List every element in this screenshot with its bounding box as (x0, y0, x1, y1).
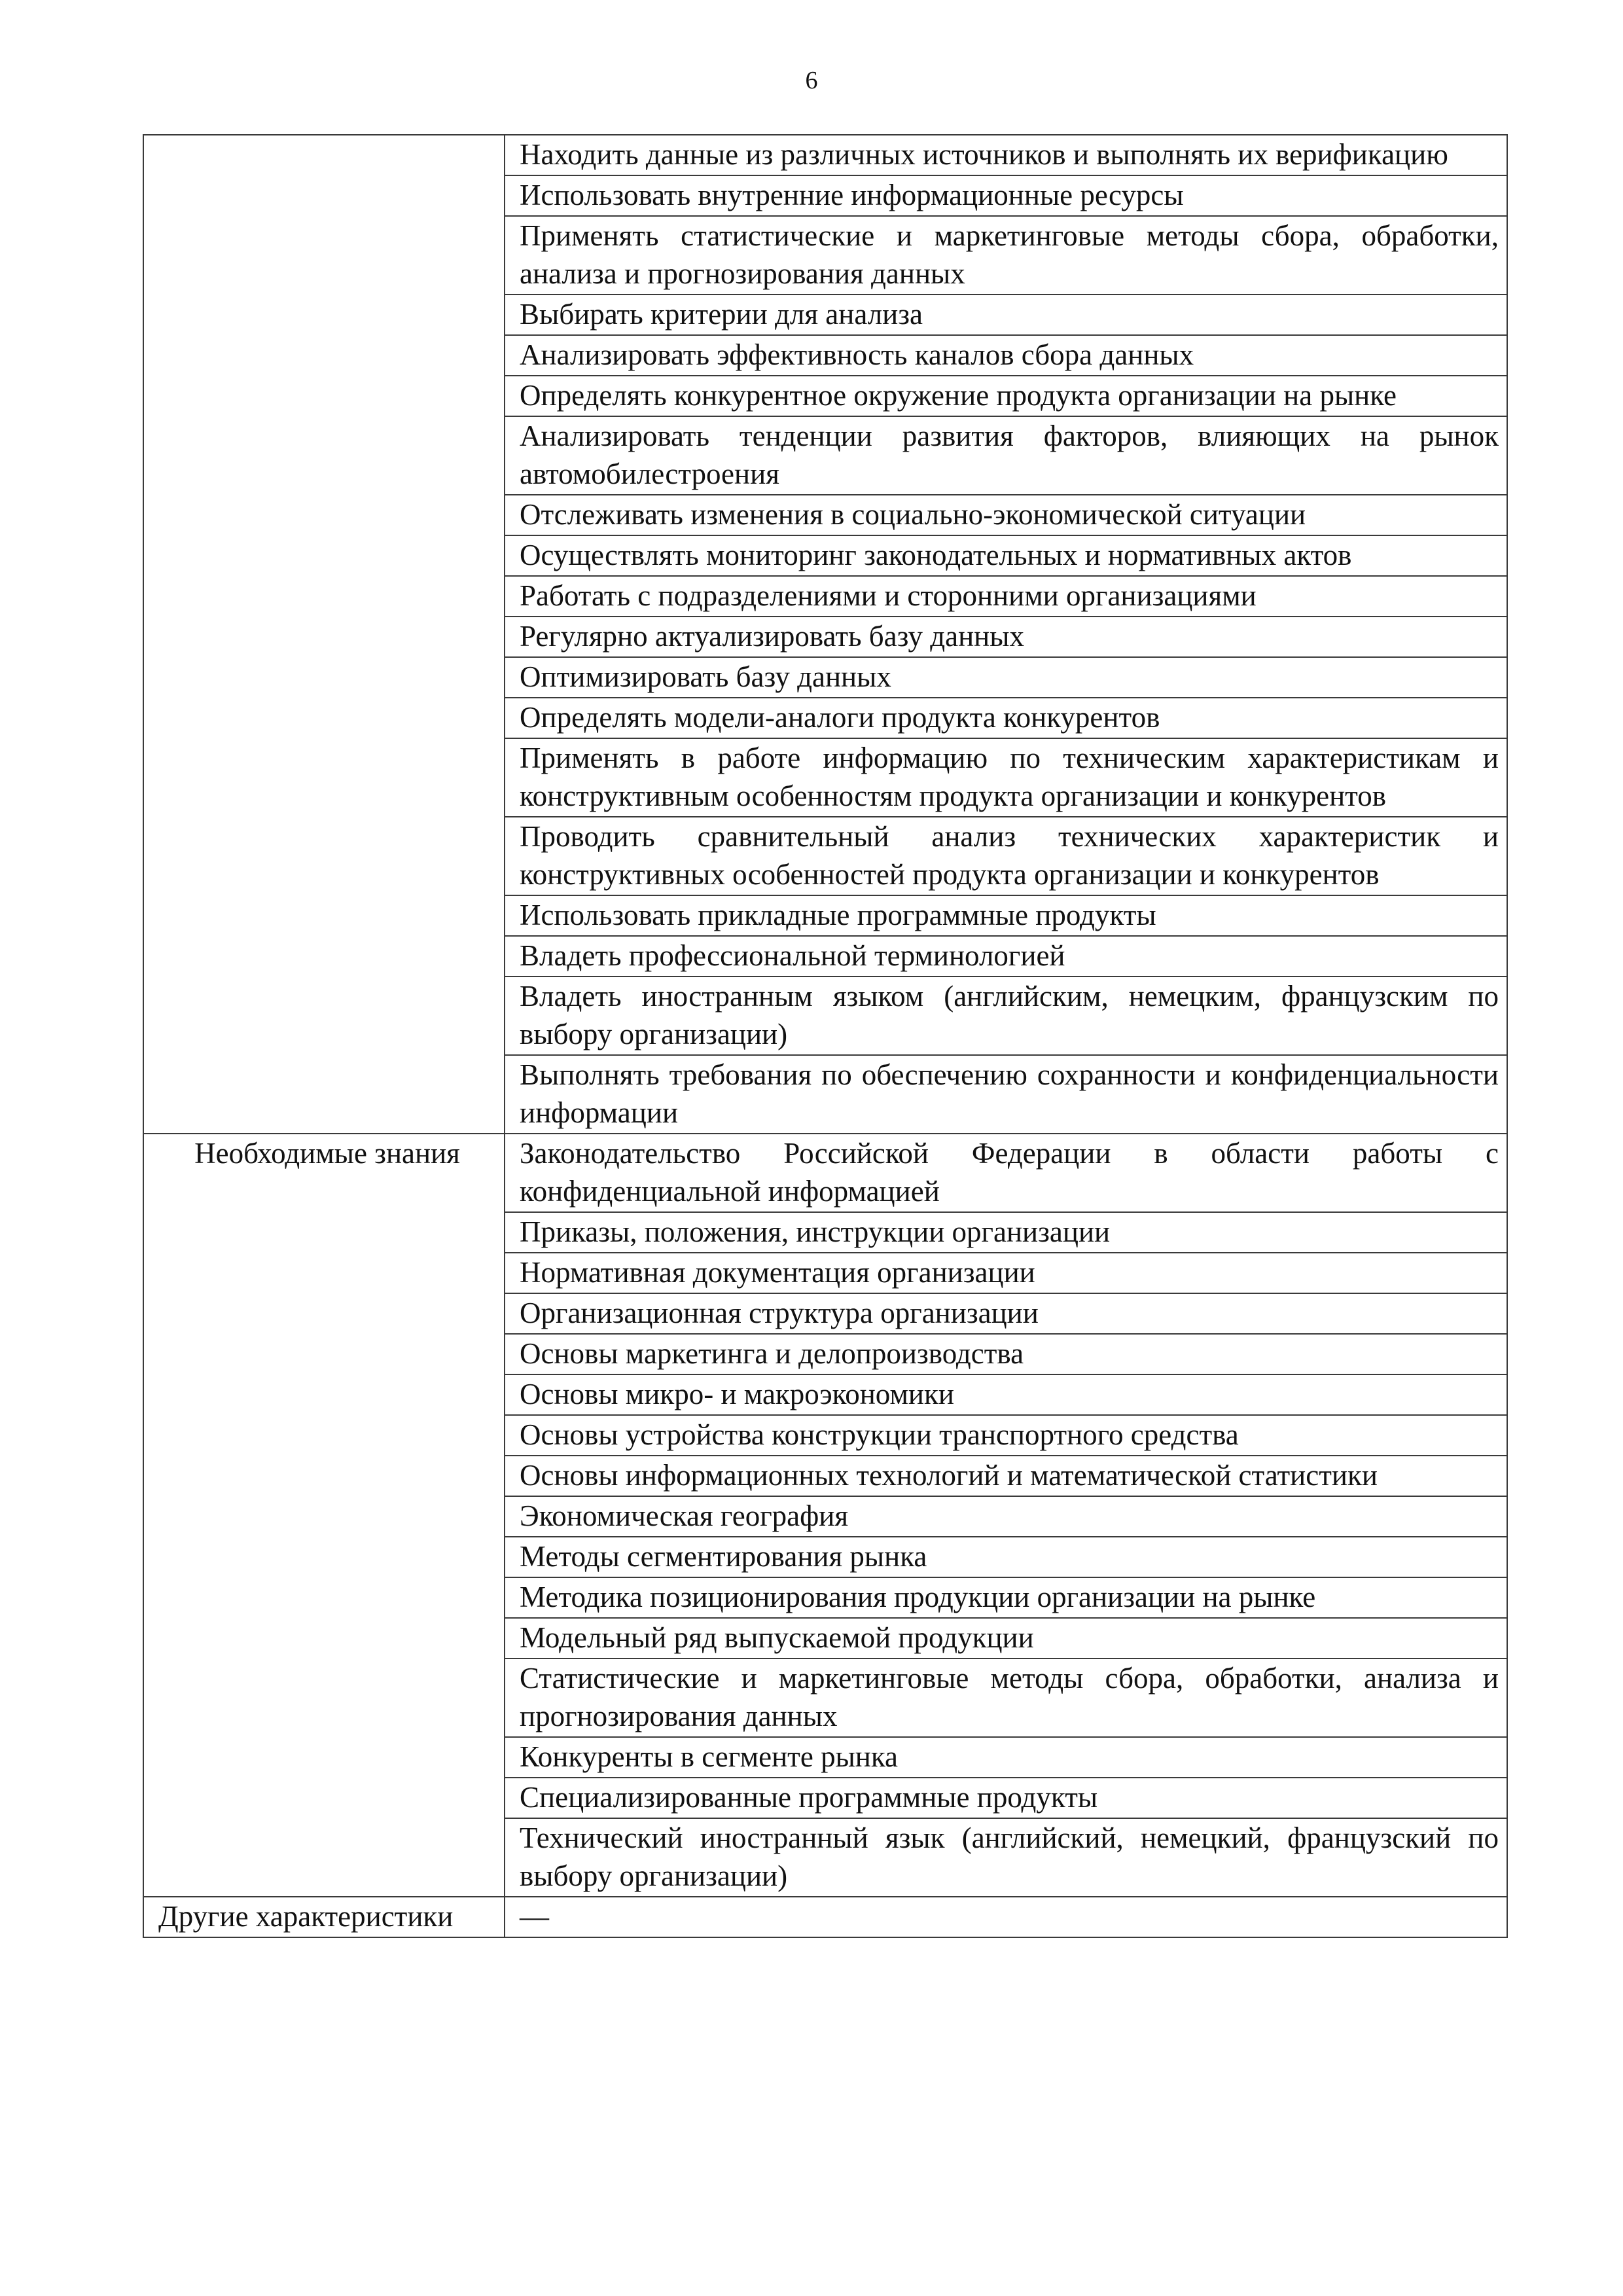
table-cell-item: Основы информационных технологий и математической статистики (505, 1456, 1507, 1496)
table-cell-item: Специализированные программные продукты (505, 1778, 1507, 1818)
table-cell-item: Статистические и маркетинговые методы сбора, обработки, анализа и прогнозирования данных (505, 1659, 1507, 1737)
table-cell-item: Нормативная документация организации (505, 1253, 1507, 1293)
characteristics-table (143, 134, 1508, 1938)
table-cell-item: Отслеживать изменения в социально-экономической ситуации (505, 495, 1507, 535)
table-cell-item: Экономическая география (505, 1496, 1507, 1537)
table-cell-item: Применять в работе информацию по техническим характеристикам и конструктивным особенностям продукта организации и конкурентов (505, 738, 1507, 817)
table-cell-item: Основы устройства конструкции транспортного средства (505, 1415, 1507, 1456)
table-cell-item: Регулярно актуализировать базу данных (505, 617, 1507, 657)
table-row (143, 1897, 1507, 1937)
section-label: Необходимые знания (143, 1134, 505, 1897)
table-cell-item: — (505, 1897, 1507, 1937)
section-label: Другие характеристики (143, 1897, 505, 1937)
table-cell-item: Использовать прикладные программные продукты (505, 895, 1507, 936)
table-cell-item: Методы сегментирования рынка (505, 1537, 1507, 1577)
table-cell-item: Анализировать эффективность каналов сбора данных (505, 335, 1507, 376)
table-cell-item: Методика позиционирования продукции организации на рынке (505, 1577, 1507, 1618)
table-row (143, 1134, 1507, 1212)
table-cell-item: Законодательство Российской Федерации в области работы с конфиденциальной информацией (505, 1134, 1507, 1212)
table-cell-item: Определять модели-аналоги продукта конкурентов (505, 698, 1507, 738)
table-cell-item: Владеть профессиональной терминологией (505, 936, 1507, 977)
table-cell-item: Анализировать тенденции развития факторов, влияющих на рынок автомобилестроения (505, 416, 1507, 495)
table-cell-item: Приказы, положения, инструкции организации (505, 1212, 1507, 1253)
table-cell-item: Использовать внутренние информационные ресурсы (505, 175, 1507, 216)
table-cell-item: Оптимизировать базу данных (505, 657, 1507, 698)
table-cell-item: Технический иностранный язык (английский, немецкий, французский по выбору организации) (505, 1818, 1507, 1897)
table-cell-item: Находить данные из различных источников и выполнять их верификацию (505, 135, 1507, 175)
table-cell-item: Конкуренты в сегменте рынка (505, 1737, 1507, 1778)
page-number: 6 (805, 67, 818, 94)
table-cell-item: Осуществлять мониторинг законодательных и нормативных актов (505, 535, 1507, 576)
table-row (143, 135, 1507, 175)
table-cell-item: Организационная структура организации (505, 1293, 1507, 1334)
table-cell-item: Основы микро- и макроэкономики (505, 1374, 1507, 1415)
table-cell-item: Выполнять требования по обеспечению сохранности и конфиденциальности информации (505, 1055, 1507, 1134)
table-cell-item: Владеть иностранным языком (английским, немецким, французским по выбору организации) (505, 977, 1507, 1055)
table-cell-item: Определять конкурентное окружение продукта организации на рынке (505, 376, 1507, 416)
table-cell-item: Выбирать критерии для анализа (505, 295, 1507, 335)
table-cell-item: Основы маркетинга и делопроизводства (505, 1334, 1507, 1374)
section-label (143, 135, 505, 1134)
table-cell-item: Работать с подразделениями и сторонними организациями (505, 576, 1507, 617)
table-cell-item: Применять статистические и маркетинговые методы сбора, обработки, анализа и прогнозирования данных (505, 216, 1507, 295)
table-cell-item: Модельный ряд выпускаемой продукции (505, 1618, 1507, 1659)
table-cell-item: Проводить сравнительный анализ технических характеристик и конструктивных особенностей продукта организации и конкурентов (505, 817, 1507, 895)
